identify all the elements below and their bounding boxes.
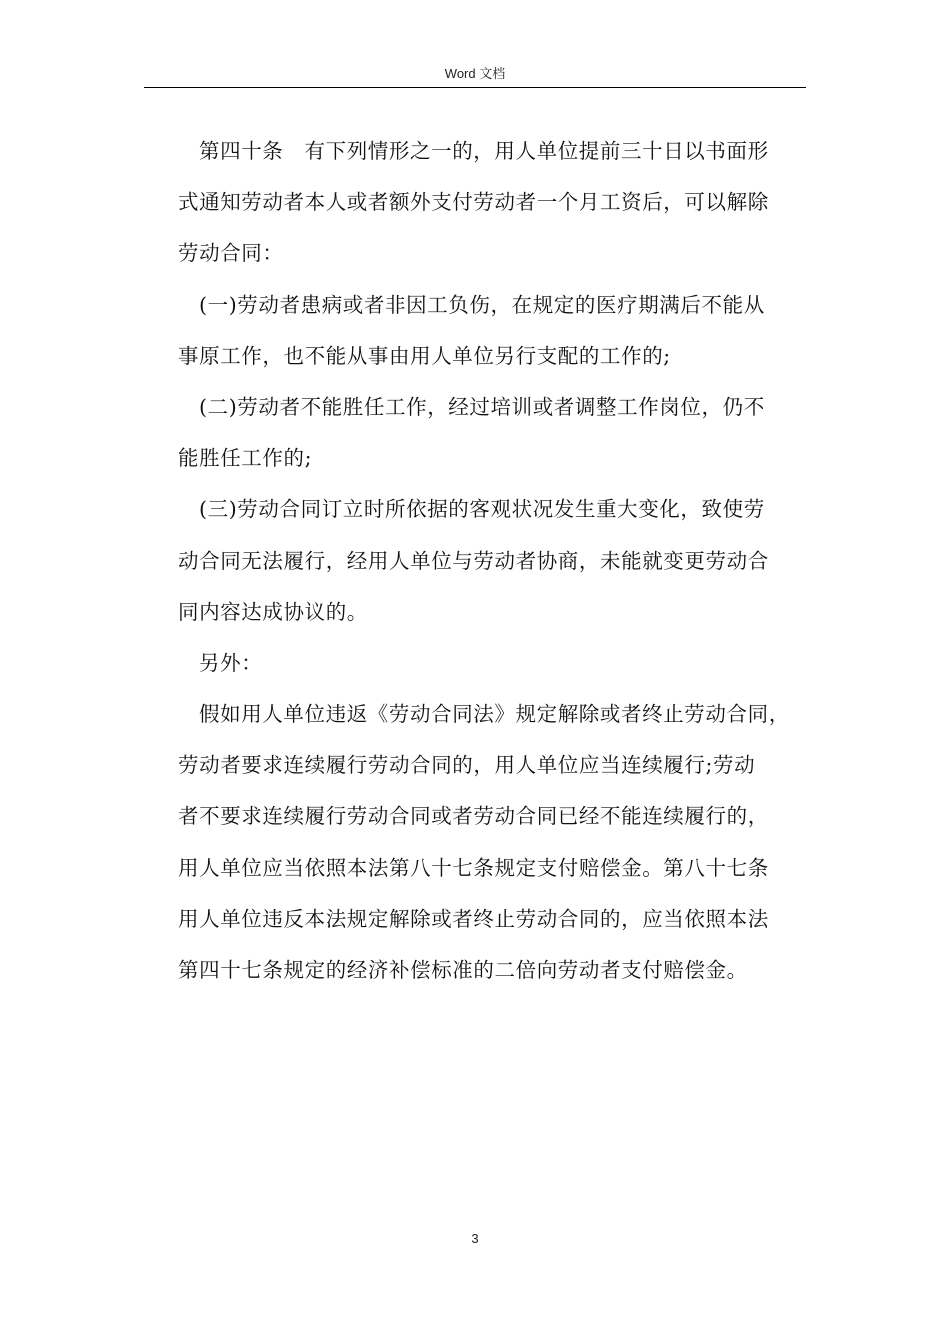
additional-line-1: 假如用人单位违返《劳动合同法》规定解除或者终止劳动合同， bbox=[199, 702, 790, 727]
clause-1-line-2: 事原工作，也不能从事由用人单位另行支配的工作的; bbox=[178, 343, 671, 368]
additional-line-5: 用人单位违反本法规定解除或者终止劳动合同的，应当依照本法 bbox=[178, 906, 769, 931]
document-body bbox=[178, 126, 812, 996]
clause-2-line-1: (二)劳动者不能胜任工作，经过培训或者调整工作岗位，仍不 bbox=[199, 394, 765, 419]
additional-line-6: 第四十七条规定的经济补偿标准的二倍向劳动者支付赔偿金。 bbox=[178, 958, 748, 982]
article-40-line-1: 第四十条 有下列情形之一的，用人单位提前三十日以书面形 bbox=[199, 139, 769, 163]
article-40-line-2: 式通知劳动者本人或者额外支付劳动者一个月工资后，可以解除 bbox=[178, 190, 769, 215]
header-divider bbox=[144, 87, 806, 88]
additional-line-3: 者不要求连续履行劳动合同或者劳动合同已经不能连续履行的， bbox=[178, 804, 769, 829]
header-title: Word 文档 bbox=[444, 66, 506, 81]
clause-1-line-1: (一)劳动者患病或者非因工负伤，在规定的医疗期满后不能从 bbox=[199, 292, 765, 317]
clause-3-line-2: 动合同无法履行，经用人单位与劳动者协商，未能就变更劳动合 bbox=[178, 548, 769, 573]
additional-line-4: 用人单位应当依照本法第八十七条规定支付赔偿金。第八十七条 bbox=[178, 855, 769, 880]
page-number: 3 bbox=[471, 1231, 479, 1246]
article-40-line-3: 劳动合同： bbox=[178, 241, 284, 266]
clause-3-line-3: 同内容达成协议的。 bbox=[178, 599, 368, 624]
clause-2-line-2: 能胜任工作的; bbox=[178, 446, 313, 471]
additional-line-2: 劳动者要求连续履行劳动合同的，用人单位应当连续履行;劳动 bbox=[178, 753, 756, 778]
clause-3-line-1: (三)劳动合同订立时所依据的客观状况发生重大变化，致使劳 bbox=[199, 497, 765, 522]
additional-heading: 另外： bbox=[199, 650, 263, 675]
